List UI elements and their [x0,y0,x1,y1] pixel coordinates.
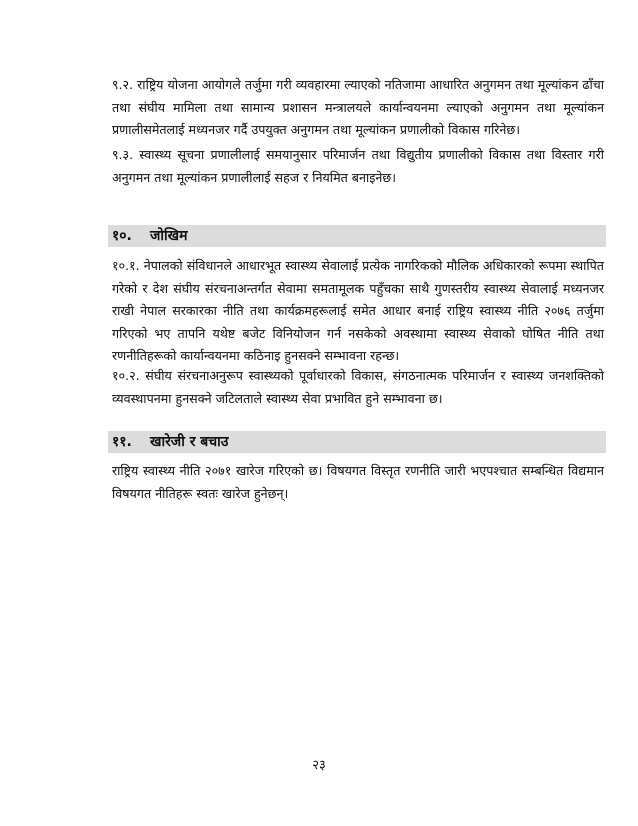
section-heading-11 [108,431,606,453]
paragraph-9-2: ९.२. राष्ट्रिय योजना आयोगले तर्जुमा गरी व्यवहारमा ल्याएको नतिजामा आधारित अनुगमन तथा मूल्यांकन ढाँचा तथा संघीय मामिला तथा सामान्य प्रशासन मन्त्रालयले कार्यान्वयनमा ल्याएको अनुगमन तथा मूल्यांकन प्रणालीसमेतलाई मध्यनजर गर्दै उपयुक्त अनुगमन तथा मूल्यांकन प्रणालीको विकास गरिनेछ। [112,77,604,137]
paragraph-9-3: ९.३. स्वास्थ्य सूचना प्रणालीलाई समयानुसार परिमार्जन तथा विद्युतीय प्रणालीको विकास तथा विस्तार गरी अनुगमन तथा मूल्यांकन प्रणालीलाई सहज र नियमित बनाइनेछ। [112,147,604,185]
page-number: २३ [312,758,326,773]
section-number: ११. [112,434,132,450]
section-title: खारेजी र बचाउ [150,434,229,450]
section-heading-10 [108,225,606,247]
paragraph-10-1: १०.१. नेपालको संविधानले आधारभूत स्वास्थ्य सेवालाई प्रत्येक नागरिकको मौलिक अधिकारको रूपमा स्थापित गरेको र देश संघीय संरचनाअन्तर्गत सेवामा समतामूलक पहुँचका साथै गुणस्तरीय स्वास्थ्य सेवालाई मध्यनजर राखी नेपाल सरकारका नीति तथा कार्यक्रमहरूलाई समेत आधार बनाई राष्ट्रिय स्वास्थ्य नीति २०७६ तर्जुमा गरिएको भए तापनि यथेष्ट बजेट विनियोजन गर्न नसकेको अवस्थामा स्वास्थ्य सेवाको घोषित नीति तथा रणनीतिहरूको कार्यान्वयनमा कठिनाइ हुनसक्ने सम्भावना रहन्छ। [112,258,604,363]
section-title: जोखिम [150,228,188,244]
section-number: १०. [112,228,132,244]
paragraph-11: राष्ट्रिय स्वास्थ्य नीति २०७१ खारेज गरिएको छ। विषयगत विस्तृत रणनीति जारी भएपश्चात सम्बन्धित विद्यमान विषयगत नीतिहरू स्वतः खारेज हुनेछन्। [112,463,604,501]
paragraph-10-2: १०.२. संघीय संरचनाअनुरूप स्वास्थ्यको पूर्वाधारको विकास, संगठनात्मक परिमार्जन र स्वास्थ्य जनशक्तिको व्यवस्थापनमा हुनसक्ने जटिलताले स्वास्थ्य सेवा प्रभावित हुने सम्भावना छ। [112,368,604,406]
